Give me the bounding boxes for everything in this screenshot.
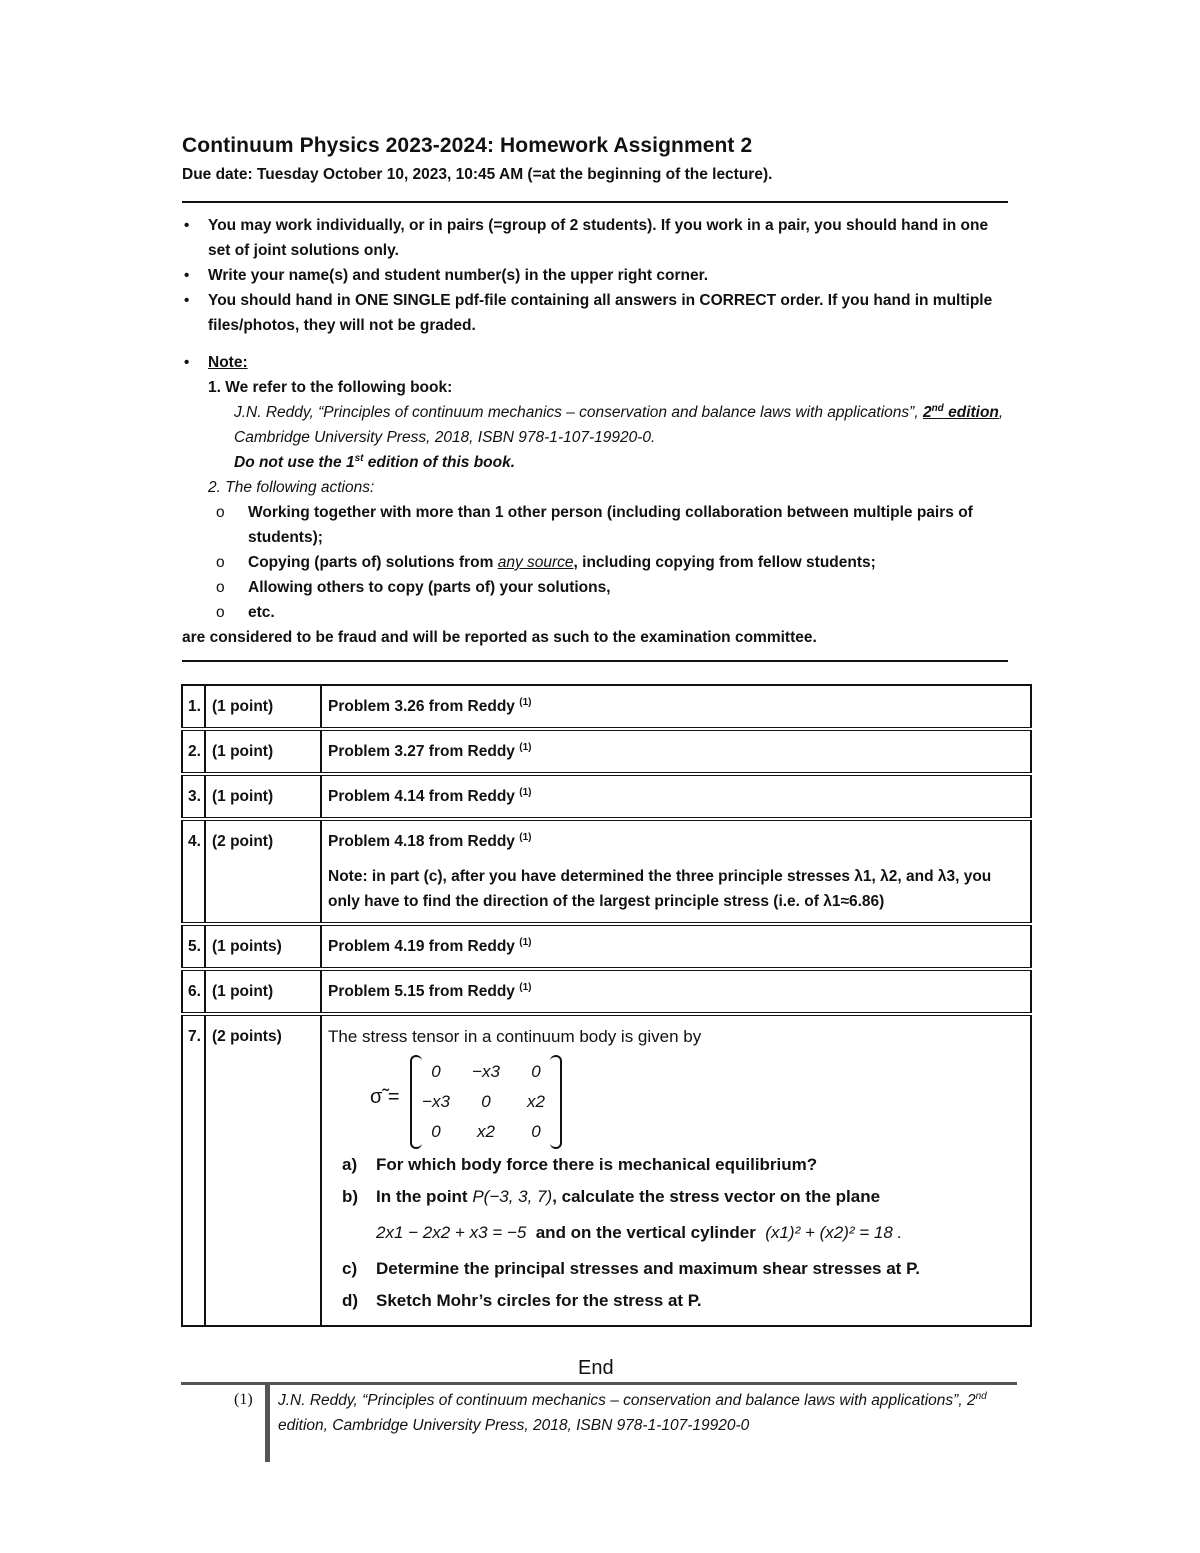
instructions [182, 213, 1012, 650]
action-item: o Copying (parts of) solutions from any source, including copying from fellow students; [216, 554, 876, 571]
top-divider [182, 201, 1008, 203]
note-section [182, 350, 1012, 650]
stress-matrix [370, 1055, 1024, 1145]
bullet-dot: • [184, 354, 190, 371]
matrix-cell: x2 [477, 1122, 495, 1141]
matrix-cell: x2 [527, 1092, 545, 1111]
bullet-item: • You should hand in ONE SINGLE pdf-file containing all answers in CORRECT order. If you hand in multiple files/photos, they will not be graded. [182, 288, 1012, 338]
table-row: 6. (1 point) Problem 5.15 from Reddy $^{(1)}$ [182, 969, 1031, 1014]
problem-note: Note: in part (c), after you have determined the three principle stresses λ1, λ2, and λ3, you only have to find the direction of the largest principle stress (i.e. of λ1≈6.86) [328, 868, 992, 910]
bullet-dot: • [184, 292, 190, 309]
bottom-divider [182, 660, 1008, 662]
bullet-dot: • [184, 267, 190, 284]
problems-table [181, 684, 1032, 1327]
matrix-cell: 0 [431, 1122, 441, 1141]
actions-heading: 2. The following actions: [208, 479, 375, 496]
matrix-cell: 0 [481, 1092, 491, 1111]
footnote-text: J.N. Reddy, “Principles of continuum mechanics – conservation and balance laws with applications”, 2nd edition, Cambridge University Press, 2018, ISBN 978-1-107-19920-0 [278, 1390, 987, 1434]
footnote-bar [265, 1382, 270, 1462]
table-row: 1. (1 point) Problem 3.26 from Reddy $^{(1)}$ [182, 685, 1031, 729]
due-date: Due date: Tuesday October 10, 2023, 10:45 AM (=at the beginning of the lecture). [182, 166, 773, 183]
table-row: 5. (1 points) Problem 4.19 from Reddy $^{(1)}$ [182, 924, 1031, 969]
question-d: d) Sketch Mohr’s circles for the stress at P. [342, 1291, 702, 1310]
fraud-statement: are considered to be fraud and will be reported as such to the examination committee. [182, 629, 817, 646]
table-row: 7. (2 points) The stress tensor in a continuum body is given by σ̃ = 0 −x3 0 −x3 0 x2 0 x2 0 a) For which body force there is mechanical equilibrium? b) In the point P(−3, 3, 7), calculate the stress vector on the plane 2x1 − 2x2 + x3 = −5 and on the vertical cylinder (x1)² + (x2)² = 18 . c) Determine the principal stresses and maximum shear stresses at P. d) Sketch Mohr’s circles for the stress at P. [182, 1014, 1031, 1326]
bullet-dot: • [184, 217, 190, 234]
note-heading: Note: [208, 354, 248, 371]
book-reference: J.N. Reddy, “Principles of continuum mechanics – conservation and balance laws with applications”, 2nd edition, Cambridge University Press, 2018, ISBN 978-1-107-19920-0. [234, 402, 1004, 446]
end-marker: End [578, 1357, 614, 1379]
question-a: a) For which body force there is mechanical equilibrium? [342, 1155, 818, 1174]
question-b-equations: 2x1 − 2x2 + x3 = −5 and on the vertical cylinder (x1)² + (x2)² = 18 . [376, 1223, 903, 1242]
matrix-cell: 0 [431, 1062, 441, 1081]
sigma-symbol: σ̃ = [370, 1086, 400, 1108]
table-row: 4. (2 point) Problem 4.18 from Reddy $^{(1)}$ Note: in part (c), after you have determined the three principle stresses λ1, λ2, and λ3, you only have to find the direction of the largest principle stress (i.e. of λ1≈6.86) [182, 819, 1031, 924]
bullet-item: • Write your name(s) and student number(s) in the upper right corner. [182, 263, 1012, 288]
action-item: o etc. [216, 604, 275, 621]
matrix-cell: 0 [531, 1122, 541, 1141]
matrix-cell: 0 [531, 1062, 541, 1081]
footnote-rule [181, 1382, 1017, 1385]
book-reference-intro: 1. We refer to the following book: [208, 379, 453, 396]
action-item: o Working together with more than 1 other person (including collaboration between multiple pairs of students); [216, 504, 973, 546]
table-row: 2. (1 point) Problem 3.27 from Reddy $^{(1)}$ [182, 729, 1031, 774]
footnote-mark: (1) [234, 1391, 253, 1408]
bullet-item: • You may work individually, or in pairs (=group of 2 students). If you work in a pair, you should hand in one set of joint solutions only. [182, 213, 1012, 263]
action-item: o Allowing others to copy (parts of) your solutions, [216, 579, 611, 596]
table-row: 3. (1 point) Problem 4.14 from Reddy $^{(1)}$ [182, 774, 1031, 819]
matrix-cell: −x3 [472, 1062, 500, 1081]
matrix-cell: −x3 [422, 1092, 450, 1111]
page-title: Continuum Physics 2023-2024: Homework Assignment 2 [182, 134, 753, 157]
question-c: c) Determine the principal stresses and maximum shear stresses at P. [342, 1259, 920, 1278]
question-b: b) In the point P(−3, 3, 7), calculate the stress vector on the plane [342, 1187, 881, 1206]
edition-warning: Do not use the 1st edition of this book. [234, 452, 516, 471]
